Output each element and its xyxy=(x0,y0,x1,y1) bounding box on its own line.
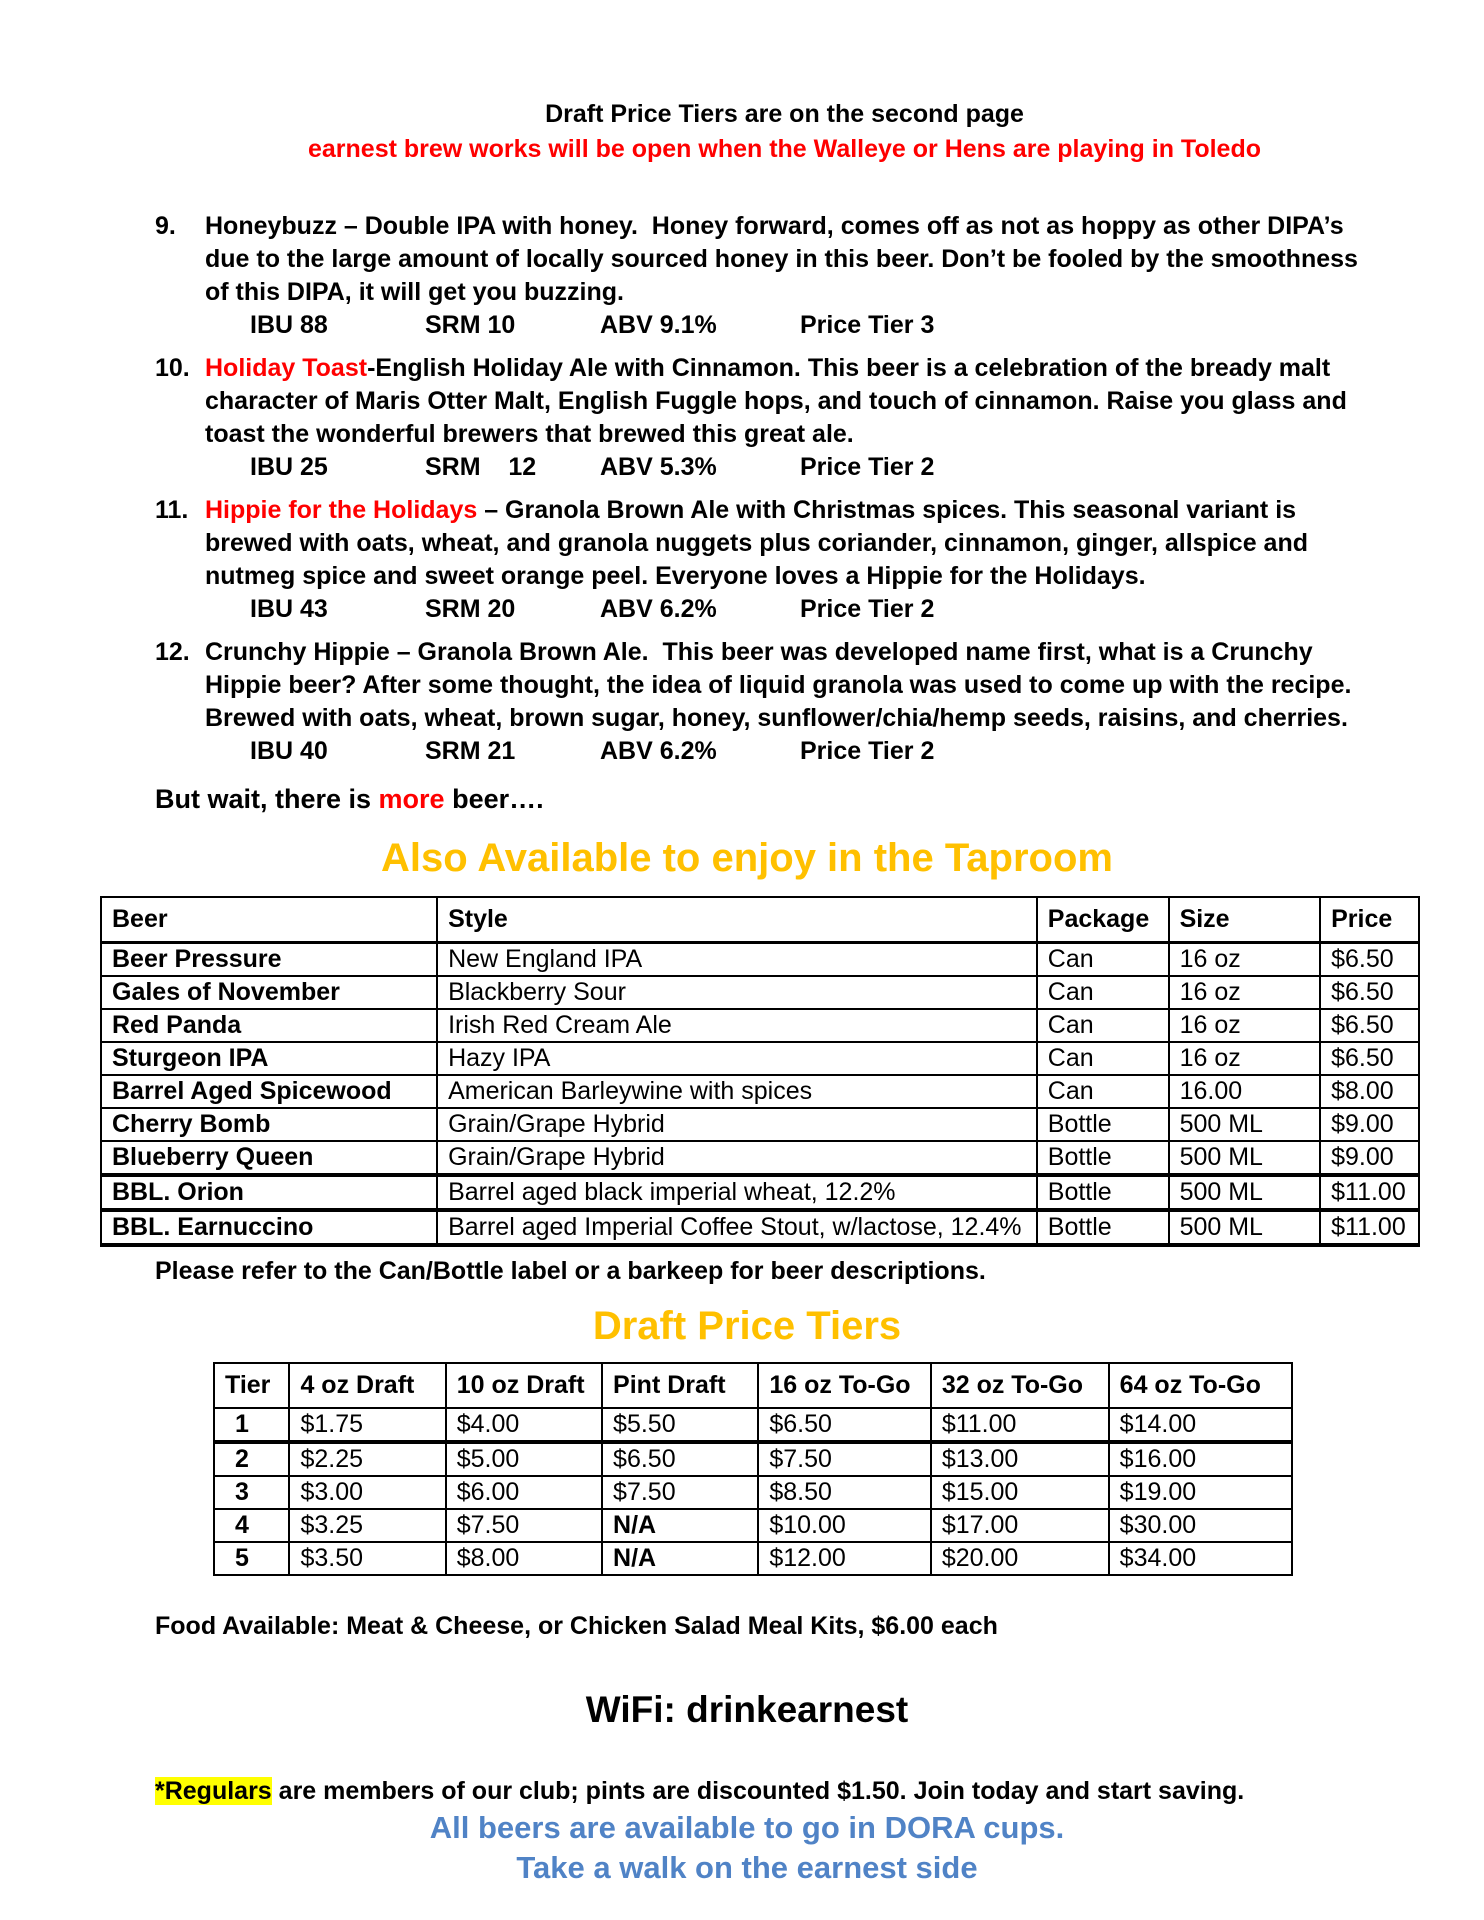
column-header: Package xyxy=(1037,897,1169,943)
cell-beer: Sturgeon IPA xyxy=(101,1042,437,1075)
abv-stat: ABV 5.3% xyxy=(600,453,717,481)
cell-package: Can xyxy=(1037,943,1169,977)
cell-size: 16 oz xyxy=(1169,943,1321,977)
cell-size: 500 ML xyxy=(1169,1210,1321,1245)
column-header: Beer xyxy=(101,897,437,943)
cell-price: $6.00 xyxy=(446,1476,602,1509)
price-tier-stat: Price Tier 2 xyxy=(800,595,935,623)
column-header: Style xyxy=(437,897,1037,943)
cell-price: $6.50 xyxy=(602,1442,758,1476)
cell-size: 500 ML xyxy=(1169,1141,1321,1175)
srm-stat: SRM 21 xyxy=(425,737,516,765)
cell-style: Barrel aged Imperial Coffee Stout, w/lactose, 12.4% xyxy=(437,1210,1037,1245)
header-alert: earnest brew works will be open when the Walleye or Hens are playing in Toledo xyxy=(307,135,1261,163)
cell-package: Can xyxy=(1037,1075,1169,1108)
taproom-row xyxy=(101,943,1419,977)
cell-price: $6.50 xyxy=(1320,976,1419,1009)
cell-tier: 3 xyxy=(214,1476,289,1509)
cell-price: $34.00 xyxy=(1109,1542,1292,1575)
cell-package: Bottle xyxy=(1037,1175,1169,1210)
ibu-stat: IBU 43 xyxy=(250,595,328,623)
taproom-header-row xyxy=(101,897,1419,943)
cell-price: $3.50 xyxy=(289,1542,445,1575)
cell-package: Bottle xyxy=(1037,1210,1169,1245)
beer-description: – Granola Brown Ale with Christmas spices. This seasonal variant is brewed with oats, wheat, and granola nuggets plus coriander, cinnamon, ginger, allspice and nutmeg spice and sweet orange peel. Everyone loves a Hippie for the Holidays. xyxy=(205,496,1315,590)
more-beer-suffix: beer…. xyxy=(444,784,544,814)
cell-price: $3.00 xyxy=(289,1476,445,1509)
cell-beer: Barrel Aged Spicewood xyxy=(101,1075,437,1108)
cell-package: Bottle xyxy=(1037,1108,1169,1141)
cell-style: Hazy IPA xyxy=(437,1042,1037,1075)
cell-price: $9.00 xyxy=(1320,1141,1419,1175)
cell-price: $11.00 xyxy=(1320,1210,1419,1245)
taproom-row xyxy=(101,1042,1419,1075)
cell-beer: Beer Pressure xyxy=(101,943,437,977)
regulars-note xyxy=(155,1775,1484,1808)
cell-price: $13.00 xyxy=(931,1442,1109,1476)
srm-stat: SRM 10 xyxy=(425,311,516,339)
beer-item-9 xyxy=(0,210,1484,342)
column-header: Pint Draft xyxy=(602,1363,758,1408)
regulars-rest: are members of our club; pints are discounted $1.50. Join today and start saving. xyxy=(271,1777,1245,1805)
cell-price: $17.00 xyxy=(931,1509,1109,1542)
cell-style: Barrel aged black imperial wheat, 12.2% xyxy=(437,1175,1037,1210)
cell-price: $7.50 xyxy=(446,1509,602,1542)
column-header: 10 oz Draft xyxy=(446,1363,602,1408)
column-header: 32 oz To-Go xyxy=(931,1363,1109,1408)
cell-tier: 5 xyxy=(214,1542,289,1575)
cell-size: 16.00 xyxy=(1169,1075,1321,1108)
cell-price: $20.00 xyxy=(931,1542,1109,1575)
cell-price: $8.50 xyxy=(758,1476,930,1509)
draft-tiers-table xyxy=(213,1362,1293,1576)
cell-price: $19.00 xyxy=(1109,1476,1292,1509)
cell-price: $12.00 xyxy=(758,1542,930,1575)
beer-description: – Double IPA with honey. Honey forward, comes off as not as hoppy as other DIPA’s due to the large amount of locally sourced honey in this beer. Don’t be fooled by the smoothness of this DIPA, it will get you buzzing. xyxy=(205,212,1365,306)
cell-size: 16 oz xyxy=(1169,1042,1321,1075)
ibu-stat: IBU 40 xyxy=(250,737,328,765)
cell-tier: 4 xyxy=(214,1509,289,1542)
column-header: Size xyxy=(1169,897,1321,943)
taproom-section-title: Also Available to enjoy in the Taproom xyxy=(381,836,1113,880)
price-tier-stat: Price Tier 2 xyxy=(800,453,935,481)
beer-item-12 xyxy=(0,636,1484,768)
beer-description: -English Holiday Ale with Cinnamon. This beer is a celebration of the bready malt character of Maris Otter Malt, English Fuggle hops, and touch of cinnamon. Raise you glass and toast the wonderful brewers that brewed this great ale. xyxy=(205,354,1354,448)
cell-tier: 2 xyxy=(214,1442,289,1476)
tier-row xyxy=(214,1509,1292,1542)
beer-name: Holiday Toast xyxy=(205,354,368,382)
cell-size: 16 oz xyxy=(1169,976,1321,1009)
cell-style: Blackberry Sour xyxy=(437,976,1037,1009)
cell-price: $5.50 xyxy=(602,1408,758,1442)
ibu-stat: IBU 88 xyxy=(250,311,328,339)
beer-item-10 xyxy=(0,352,1484,484)
cell-package: Can xyxy=(1037,1042,1169,1075)
beer-name: Honeybuzz xyxy=(205,212,337,240)
column-header: 64 oz To-Go xyxy=(1109,1363,1292,1408)
more-beer-prefix: But wait, there is xyxy=(155,784,379,814)
tagline: Take a walk on the earnest side xyxy=(516,1850,978,1885)
cell-beer: Gales of November xyxy=(101,976,437,1009)
beer-item-11 xyxy=(0,494,1484,626)
cell-package: Can xyxy=(1037,976,1169,1009)
beer-stats xyxy=(250,309,1364,342)
cell-price: $7.50 xyxy=(602,1476,758,1509)
column-header: 4 oz Draft xyxy=(289,1363,445,1408)
cell-price: $8.00 xyxy=(446,1542,602,1575)
cell-style: Grain/Grape Hybrid xyxy=(437,1108,1037,1141)
column-header: 16 oz To-Go xyxy=(758,1363,930,1408)
cell-price: $9.00 xyxy=(1320,1108,1419,1141)
tier-row xyxy=(214,1542,1292,1575)
cell-style: Grain/Grape Hybrid xyxy=(437,1141,1037,1175)
food-note: Food Available: Meat & Cheese, or Chicken Salad Meal Kits, $6.00 each xyxy=(155,1612,998,1640)
cell-price: $4.00 xyxy=(446,1408,602,1442)
draft-tiers-title: Draft Price Tiers xyxy=(592,1304,902,1348)
cell-price: $1.75 xyxy=(289,1408,445,1442)
cell-style: Irish Red Cream Ale xyxy=(437,1009,1037,1042)
taproom-row xyxy=(101,1075,1419,1108)
cell-package: Bottle xyxy=(1037,1141,1169,1175)
cell-size: 16 oz xyxy=(1169,1009,1321,1042)
cell-size: 500 ML xyxy=(1169,1175,1321,1210)
cell-package: Can xyxy=(1037,1009,1169,1042)
abv-stat: ABV 6.2% xyxy=(600,595,717,623)
beer-item-number: 12. xyxy=(155,638,190,666)
cell-price: $7.50 xyxy=(758,1442,930,1476)
cell-price: $6.50 xyxy=(1320,943,1419,977)
cell-price: $3.25 xyxy=(289,1509,445,1542)
cell-price: N/A xyxy=(602,1542,758,1575)
cell-price: $6.50 xyxy=(758,1408,930,1442)
taproom-row xyxy=(101,1108,1419,1141)
tier-row xyxy=(214,1408,1292,1442)
cell-price: $2.25 xyxy=(289,1442,445,1476)
cell-price: $10.00 xyxy=(758,1509,930,1542)
regulars-highlight: *Regulars xyxy=(155,1777,272,1805)
cell-price: $11.00 xyxy=(1320,1175,1419,1210)
taproom-row xyxy=(101,1009,1419,1042)
price-tier-stat: Price Tier 3 xyxy=(800,311,935,339)
cell-price: $16.00 xyxy=(1109,1442,1292,1476)
column-header: Price xyxy=(1320,897,1419,943)
dora-note: All beers are available to go in DORA cups. xyxy=(429,1810,1065,1845)
cell-style: New England IPA xyxy=(437,943,1037,977)
cell-price: N/A xyxy=(602,1509,758,1542)
beer-name: Hippie for the Holidays xyxy=(205,496,478,524)
tier-row xyxy=(214,1442,1292,1476)
cell-style: American Barleywine with spices xyxy=(437,1075,1037,1108)
cell-price: $30.00 xyxy=(1109,1509,1292,1542)
more-beer-note xyxy=(155,782,1484,816)
beer-name: Crunchy Hippie xyxy=(205,638,390,666)
beer-item-number: 11. xyxy=(155,496,189,524)
beer-stats xyxy=(250,735,1364,768)
taproom-table xyxy=(100,896,1420,1247)
price-tier-stat: Price Tier 2 xyxy=(800,737,935,765)
cell-beer: Blueberry Queen xyxy=(101,1141,437,1175)
cell-beer: Cherry Bomb xyxy=(101,1108,437,1141)
taproom-row xyxy=(101,1141,1419,1175)
abv-stat: ABV 6.2% xyxy=(600,737,717,765)
wifi-info: WiFi: drinkearnest xyxy=(585,1689,909,1730)
beer-stats xyxy=(250,451,1364,484)
beer-description: – Granola Brown Ale. This beer was developed name first, what is a Crunchy Hippie beer? After some thought, the idea of liquid granola was used to come up with the recipe. Brewed with oats, wheat, brown sugar, honey, sunflower/chia/hemp seeds, raisins, and cherries. xyxy=(205,638,1359,732)
beer-item-number: 10. xyxy=(155,354,190,382)
ibu-stat: IBU 25 xyxy=(250,453,328,481)
cell-beer: BBL. Orion xyxy=(101,1175,437,1210)
taproom-row xyxy=(101,1210,1419,1245)
beer-item-number: 9. xyxy=(155,212,176,240)
cell-price: $8.00 xyxy=(1320,1075,1419,1108)
cell-price: $6.50 xyxy=(1320,1009,1419,1042)
taproom-footnote: Please refer to the Can/Bottle label or a barkeep for beer descriptions. xyxy=(155,1257,986,1285)
srm-stat: SRM 20 xyxy=(425,595,516,623)
more-beer-highlight: more xyxy=(378,784,445,814)
column-header: Tier xyxy=(214,1363,289,1408)
cell-beer: BBL. Earnuccino xyxy=(101,1210,437,1245)
cell-price: $15.00 xyxy=(931,1476,1109,1509)
abv-stat: ABV 9.1% xyxy=(600,311,717,339)
taproom-row xyxy=(101,1175,1419,1210)
tiers-header-row xyxy=(214,1363,1292,1408)
cell-price: $14.00 xyxy=(1109,1408,1292,1442)
cell-price: $11.00 xyxy=(931,1408,1109,1442)
cell-tier: 1 xyxy=(214,1408,289,1442)
cell-beer: Red Panda xyxy=(101,1009,437,1042)
tier-row xyxy=(214,1476,1292,1509)
beer-stats xyxy=(250,593,1364,626)
cell-price: $6.50 xyxy=(1320,1042,1419,1075)
cell-price: $5.00 xyxy=(446,1442,602,1476)
header-note: Draft Price Tiers are on the second page xyxy=(545,100,1024,128)
cell-size: 500 ML xyxy=(1169,1108,1321,1141)
taproom-row xyxy=(101,976,1419,1009)
srm-stat: SRM 12 xyxy=(425,453,537,481)
